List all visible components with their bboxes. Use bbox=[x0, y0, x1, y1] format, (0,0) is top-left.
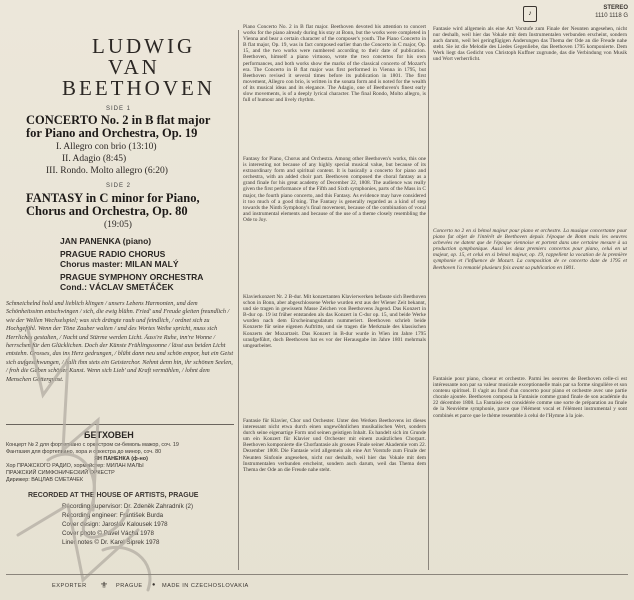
footer-bullet-icon: ● bbox=[152, 582, 156, 588]
performer-orchestra: PRAGUE SYMPHONY ORCHESTRA bbox=[60, 272, 204, 282]
footer-rule bbox=[6, 574, 628, 575]
notes-german-continued: Fantasie wird allgemein als eine Art Vorstufe zum Finale der Neunten angesehen, nicht nur deshalb, weil hier das Vokale mit dem Instrumentalen verbunden erscheint, sondern auch darum, weil bei geringfügigen Änderungen das Thema der Ode an die Freude nahe steht. Sie ist die Melodie des Liedes Gegenliebe, das Beethoven 1795 komponierte. Dem Werk liegt das Gedicht von Christoph Kuffner zugrunde, das die Verbindung von Musik und Wort verherrlicht. bbox=[433, 26, 627, 63]
side1-movement-2: II. Adagio (8:45) bbox=[62, 154, 127, 164]
side2-work-line2: Chorus and Orchestra, Op. 80 bbox=[26, 204, 188, 218]
performer-chorus: PRAGUE RADIO CHORUS bbox=[60, 249, 166, 259]
recording-credit-2: Recording engineer: František Burda bbox=[62, 512, 164, 519]
notes-english-concerto: Piano Concerto No. 2 in B flat major. Beethoven devoted his attention to concert works for the piano already during his stay at Bonn, but the works were completed in Vienna and bear a certain character of the composer's youth. The Piano Concerto in B flat major, Op. 19, was in fact composed earlier than the Concerto in C major, Op. 15, and the two works were numbered according to their date of publication. Beethoven, himself a piano virtuoso, wrote the two concertos for his own performances, and both works show the marks of the classical concerto of Mozart's era. The Concerto in B flat major was first performed in Vienna in 1795, but Beethoven revised it several times before its publication in 1801. The first movement, Allegro con brio, is written in the sonata form and is noted for the wealth of its musical ideas and its elegance. The Adagio, one of Beethoven's finest early slow movements, is of a deeply lyrical character. The final Rondo, Molto allegro, is full of humour and lively rhythm. bbox=[243, 24, 426, 104]
side2-label: SIDE 2 bbox=[106, 183, 132, 189]
side2-work-title bbox=[26, 192, 200, 218]
russian-line-4: Хор ПРАЖСКОГО РАДИО, хормейстер: МИЛАН МАЛЫ bbox=[6, 463, 144, 469]
side1-work-line2: for Piano and Orchestra, Op. 19 bbox=[26, 126, 198, 140]
russian-line-2: Фантазия для фортепиано, хора и оркестра до минор, соч. 80 bbox=[6, 449, 162, 455]
notes-english-fantasy: Fantasy for Piano, Chorus and Orchestra. Among other Beethoven's works, this one is interesting not because of any highly special musical value, but because of its extraordinary form and spiritual content. It is basically a concerto for piano and orchestra, with an added choir part. Beethoven composed the choral fantasy as a grand finale for his great academy of December 22, 1808. The audience was really given the first performance of the Fifth and Sixth symphonies, parts of the Mass in C major, the fourth piano concerto, and this Fantasy. As evidence may have considered it too much of a good thing. The Fantasy is generally regarded as a kind of step towards the Ninth Symphony's final movement, because of the combination of vocal and instrumental elements and because of the use of a theme closely resembling the Ode to Joy. bbox=[243, 156, 426, 223]
russian-title: БЕТХОВЕН bbox=[84, 430, 134, 440]
side1-work-title bbox=[26, 114, 210, 140]
recording-credit-1: Recording supervisor: Dr. Zdeněk Zahradník (2) bbox=[62, 503, 194, 510]
composer-name-line1: LUDWIG bbox=[92, 34, 196, 58]
performer-soloist: JAN PANENKA (piano) bbox=[60, 236, 152, 246]
footer-exporter: EXPORTER bbox=[52, 583, 87, 589]
russian-line-1: Концерт № 2 для фортепиано с оркестром си-бемоль мажор, соч. 19 bbox=[6, 442, 179, 448]
performer-conductor: Cond.: VÁCLAV SMETÁČEK bbox=[60, 282, 174, 292]
russian-credits bbox=[6, 442, 236, 484]
side2-duration: (19:05) bbox=[104, 220, 132, 230]
side2-work-line1: FANTASY in C minor for Piano, bbox=[26, 191, 200, 205]
notes-french-fantasy: Fantaisie pour piano, choeur et orchestre. Parmi les oeuvres de Beethoven celle-ci est intéressante non par sa valeur musicale exceptionnelle mais par sa forme singulière et son contenu spirituel. Il s'agit au fond d'un concerto pour piano et orchestre avec une partie chorale ajoutée. Beethoven composa la Fantaisie comme grand finale de son académie du 22 décembre 1808. La Fantaisie est considérée comme une sorte de préparation au finale de la Neuvième symphonie, parce que l'élément vocal et l'élément instrumental y sont combinés et parce que le thème ressemble à celui de l'Hymne à la joie. bbox=[433, 376, 627, 419]
recording-heading: RECORDED AT THE HOUSE OF ARTISTS, PRAGUE bbox=[28, 492, 199, 499]
divider-line bbox=[6, 424, 234, 425]
catalog-number: 1110 1118 G bbox=[595, 13, 628, 19]
side1-work-line1: CONCERTO No. 2 in B flat major bbox=[26, 113, 211, 127]
recording-credit-3: Cover design: Jaroslav Kalousek 1978 bbox=[62, 521, 168, 528]
performer-chorus-master: Chorus master: MILAN MALÝ bbox=[60, 259, 179, 269]
footer-artia-logo-icon: ⚜ bbox=[100, 580, 109, 590]
column-separator-right bbox=[428, 30, 429, 570]
russian-line-6: Дирижер: ВАЦЛАВ СМЕТАЧЕК bbox=[6, 477, 84, 483]
notes-german-concerto: Klavierkonzert Nr. 2 B-dur. Mit konzertanten Klavierwerken befasste sich Beethoven schon in Bonn, aber abgeschlossene Werke wurden erst aus der Wiener Zeit bekannt, und sie tragen in gewissem Masse Zeichen von Beethovens Jugend. Das Konzert in B-dur op. 19 ist früher entstanden als das Konzert in C-dur op. 15, und beide Werke wurden nach dem Erscheinungsdatum nummeriert. Beethoven schrieb beide Konzerte für seine eigenen Auftritte, und sie tragen die Merkmale des klassischen Konzerts der Mozartzeit. Das Konzert in B-dur wurde in Wien im Jahre 1795 uraufgeführt, doch Beethoven hat es vor der Herausgabe im Jahre 1801 mehrmals umgearbeitet. bbox=[243, 294, 426, 349]
footer-made-in: MADE IN CZECHOSLOVAKIA bbox=[162, 583, 249, 589]
russian-line-3: ЯН ПАНЕНКА (ф-но) bbox=[94, 456, 148, 462]
side1-movement-3: III. Rondo. Molto allegro (6:20) bbox=[46, 166, 168, 176]
supraphon-logo-icon: ♪ bbox=[523, 6, 537, 22]
footer-prague: PRAGUE bbox=[116, 583, 143, 589]
stereo-label: STEREO bbox=[603, 5, 628, 11]
notes-german-fantasy: Fantasie für Klavier, Chor und Orchester. Unter den Werken Beethovens ist dieses interessant nicht etwa durch einen ungewöhnlichen musikalischen Wert, sondern durch seine eigenartige Form und seinen geistigen Inhalt. Es handelt sich im Grunde um ein Konzert für Klavier und Orchester mit einem zusätzlichen Chorpart. Beethoven komponierte die Chorfantasie als grosses Finale seiner Akademie vom 22. Dezember 1808. Die Fantasie wird allgemein als eine Art Vorstufe zum Finale der Neunten Sinfonie angesehen, nicht nur deshalb, weil hier das Vokale mit dem Instrumentalen verbunden erscheint, sondern auch darum, weil das Thema dem Thema der Ode an die Freude nahe steht. bbox=[243, 418, 426, 473]
column-separator-left bbox=[238, 30, 239, 570]
recording-credit-4: Cover photo © Pavel Vácha 1978 bbox=[62, 530, 154, 537]
composer-name-line2: VAN bbox=[108, 55, 160, 79]
side1-label: SIDE 1 bbox=[106, 106, 132, 112]
recording-credit-5: Liner notes © Dr. Karel Šiprek 1978 bbox=[62, 539, 160, 546]
side1-movement-1: I. Allegro con brio (13:10) bbox=[56, 142, 157, 152]
notes-french-concerto: Concerto no 2 en si bémol majeur pour piano et orchestre. La musique concertante pour piano fut objet de l'intérêt de Beethoven depuis l'époque de Bonn mais les oeuvres achevées ne datent que de l'époque viennoise et portent dans une certaine mesure à sa production symphonique. Aussi les deux premiers concertos pour piano, celui en ut majeur, op. 15, et celui en si bémol majeur, op. 19, rappellent la vocation de la première symphonie et l'influence de Mozart. La composition de ce concerto date de 1795 et Beethoven l'a remanié plusieurs fois avant sa publication en 1801. bbox=[433, 228, 627, 271]
choral-text-poem: Schmeichelnd hold und lieblich klingen / unsers Lebens Harmonien, und dem Schönheitssinn entschwingen / sich, die ewig blühn. Fried' und Freude gleiten freundlich / wie der Wellen Wechselspiel; was sich drängte rauh und feindlich, / ordnet sich zu Hochgefühl. Wenn der Töne Zauber walten / und des Wortes Weihe spricht, muss sich Herrliches gestalten, / Nacht und Stürme werden Licht. Äuss're Ruhe, inn're Wonne / herrschen für den Glücklichen. Doch der Künste Frühlingssonne / lässt aus beiden Licht entstehn. Grosses, das ins Herz gedrungen, / blüht dann neu und schön empor, hat ein Geist sich aufgeschwungen, / hallt ihm stets ein Geisterchor. Nehmt denn hin, ihr schönen Seelen, / froh die Gaben schöner Kunst. Wenn sich Lieb' und Kraft vermählen, / lohnt dem Menschen Göttergunst. bbox=[6, 300, 234, 383]
russian-line-5: ПРАЖСКИЙ СИМФОНИЧЕСКИЙ ОРКЕСТР bbox=[6, 470, 115, 476]
composer-name-line3: BEETHOVEN bbox=[62, 76, 215, 100]
